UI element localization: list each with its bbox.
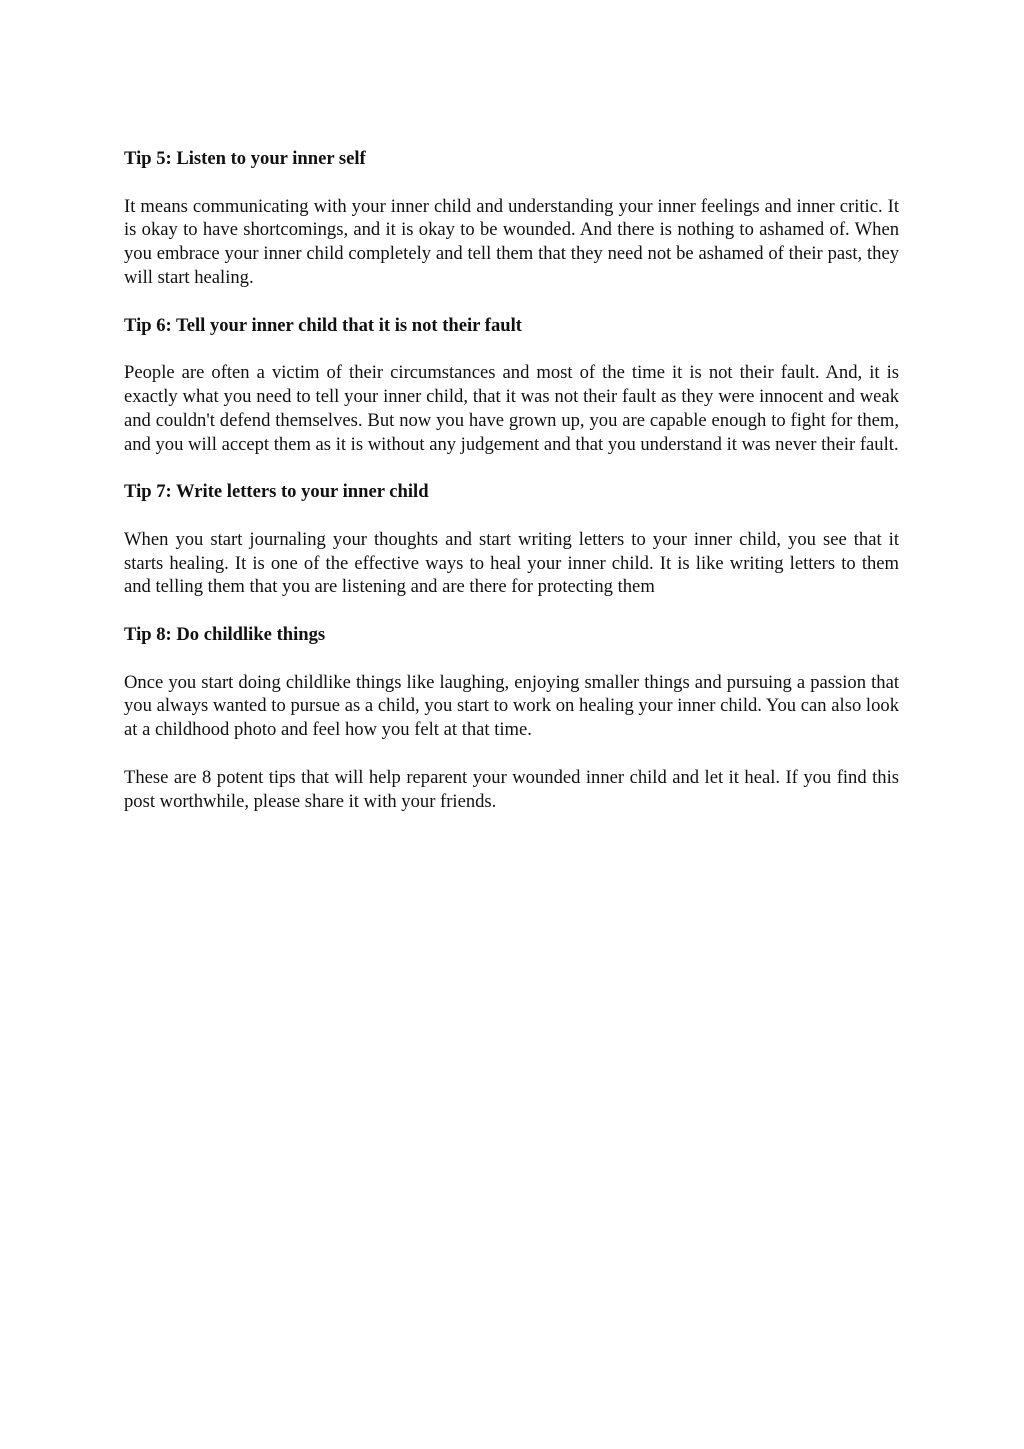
tip-7-heading: Tip 7: Write letters to your inner child	[124, 481, 429, 503]
section-tip-7	[124, 480, 899, 599]
tip-7-paragraph: When you start journaling your thoughts and start writing letters to your inner child, you see that it starts healing. It is one of the effective ways to heal your inner child. It is like writing letters to them and telling them that you are listening and are there for protecting them	[124, 528, 899, 598]
tip-8-heading: Tip 8: Do childlike things	[124, 623, 326, 645]
tip-5-paragraph: It means communicating with your inner child and understanding your inner feelings and inner critic. It is okay to have shortcomings, and it is okay to be wounded. And there is nothing to ashamed of. When you embrace your inner child completely and tell them that they need not be ashamed of their past, they will start healing.	[124, 195, 899, 288]
section-tip-5	[124, 147, 899, 290]
closing-paragraph: These are 8 potent tips that will help reparent your wounded inner child and let it heal. If you find this post worthwhile, please share it with your friends.	[124, 766, 899, 812]
document-page	[124, 147, 899, 837]
tip-6-paragraph: People are often a victim of their circumstances and most of the time it is not their fault. And, it is exactly what you need to tell your inner child, that it was not their fault as they were innocent and weak and couldn't defend themselves. But now you have grown up, you are capable enough to fight for them, and you will accept them as it is without any judgement and that you understand it was never their fault.	[124, 362, 899, 455]
tip-8-paragraph: Once you start doing childlike things like laughing, enjoying smaller things and pursuing a passion that you always wanted to pursue as a child, you start to work on healing your inner child. You can also look at a childhood photo and feel how you felt at that time.	[124, 671, 899, 741]
section-tip-6	[124, 314, 899, 457]
tip-5-heading: Tip 5: Listen to your inner self	[124, 148, 366, 169]
section-tip-8	[124, 623, 899, 742]
tip-6-heading: Tip 6: Tell your inner child that it is not their fault	[124, 314, 522, 336]
